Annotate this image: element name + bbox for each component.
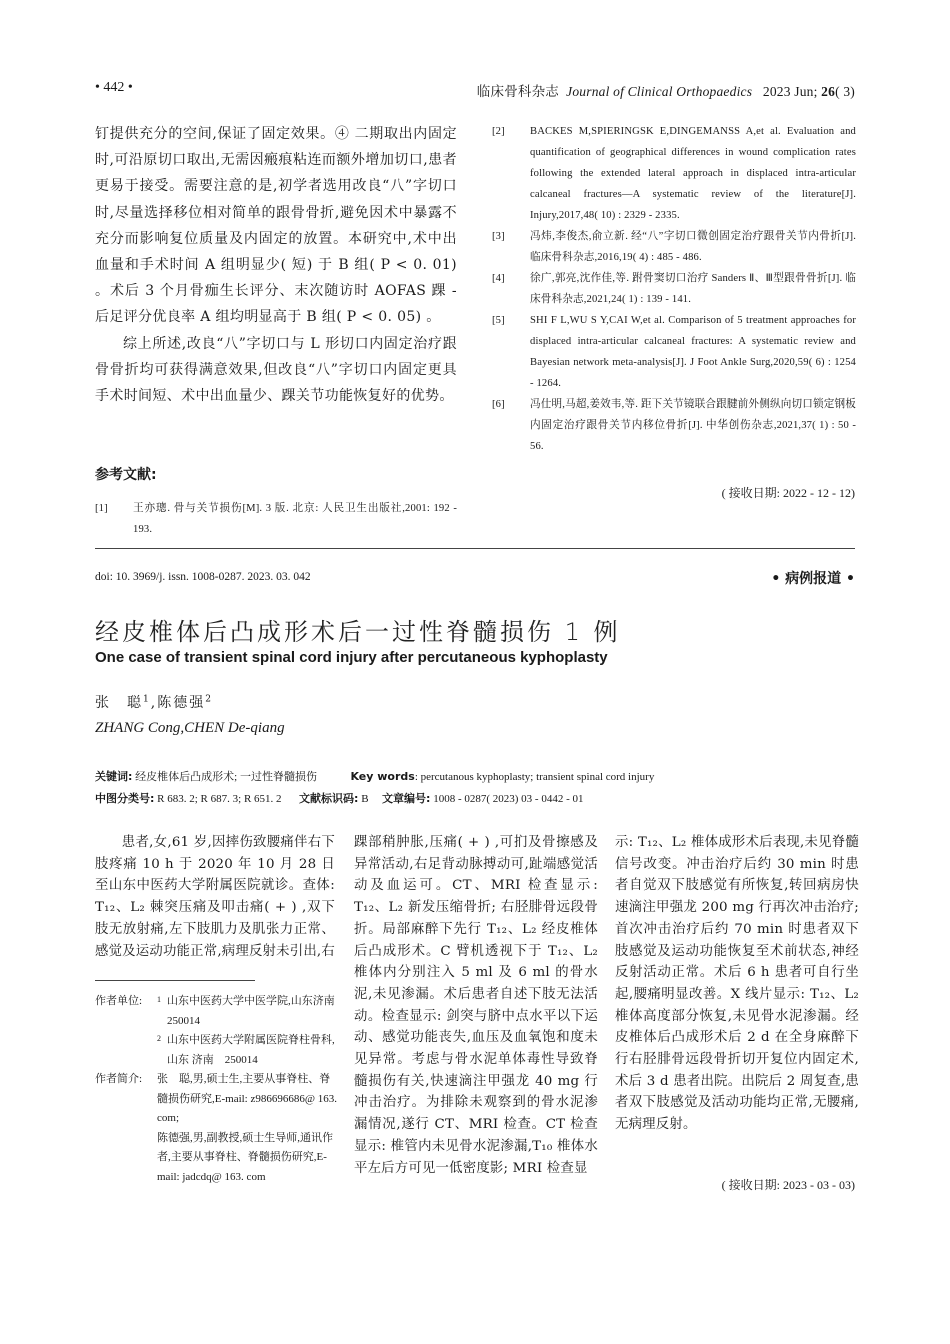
reference-item bbox=[492, 268, 856, 310]
case-paragraph-part-1: 患者,女,61 岁,因摔伤致腰痛伴右下肢疼痛 10 h 于 2020 年 10 月 28 日至山东中医药大学附属医院就诊。查体: T₁₂、L₂ 棘突压痛及叩击痛( + ) ,双下肢无放射痛,左下肢肌力及肌张力正常、感觉及运动功能正常,病理反射未引出,右 bbox=[95, 835, 335, 959]
keywords-cn: 经皮椎体后凸成形术; 一过性脊髓损伤 bbox=[132, 771, 317, 783]
body-column-3 bbox=[615, 832, 859, 1136]
keywords-line bbox=[95, 768, 855, 784]
reference-item bbox=[95, 498, 457, 540]
doc-code-label: 文献标识码: bbox=[299, 792, 359, 805]
reference-number: [3] bbox=[492, 231, 505, 242]
journal-name-cn: 临床骨科杂志 bbox=[476, 84, 559, 99]
title-en: One case of transient spinal cord injury after percutaneous kyphoplasty bbox=[95, 649, 608, 666]
article-no-value: 1008 - 0287( 2023) 03 - 0442 - 01 bbox=[430, 793, 584, 805]
affiliation-block bbox=[95, 992, 346, 1070]
reference-text: 徐广,郭亮,沈作佳,等. 跗骨窦切口治疗 Sanders Ⅱ、Ⅲ型跟骨骨折[J]. 临床骨科杂志,2021,24( 1) : 139 - 141. bbox=[530, 273, 856, 305]
bio-label: 作者简介: bbox=[95, 1073, 143, 1085]
affiliation-2-sup: 2 bbox=[157, 1034, 161, 1043]
reference-number: [6] bbox=[492, 399, 505, 410]
issue-prefix: 2023 Jun; bbox=[762, 84, 818, 99]
section-label: • 病例报道 • bbox=[771, 571, 855, 587]
doc-code-value: B bbox=[358, 793, 369, 805]
volume: 26 bbox=[821, 84, 836, 99]
reference-number: [5] bbox=[492, 315, 505, 326]
reference-item bbox=[492, 394, 856, 457]
affiliation-1 bbox=[157, 992, 346, 1031]
reference-number: [4] bbox=[492, 273, 505, 284]
affiliation-2-text: 山东中医药大学附属医院脊柱骨科,山东 济南 250014 bbox=[167, 1034, 335, 1066]
doi: doi: 10. 3969/j. issn. 1008-0287. 2023. 03. 042 bbox=[95, 571, 311, 583]
reference-item bbox=[492, 121, 856, 226]
reference-text: SHI F L,WU S Y,CAI W,et al. Comparison of 5 treatment approaches for displaced intra-articular calcaneal fractures: A systematic review and Bayesian network meta-analysis[J]. J Foot Ankle Surg,2020,59( 6) : 1254 - 1264. bbox=[530, 315, 856, 389]
reference-item bbox=[492, 226, 856, 268]
reference-text: BACKES M,SPIERINGSK E,DINGEMANSS A,et al. Evaluation and quantification of geographical differences in wound complication rates following the extended lateral approach in displaced intra-articular calcaneal fractures—A systematic review of the literature[J]. Injury,2017,48( 10) : 2329 - 2335. bbox=[530, 126, 856, 221]
classification-line bbox=[95, 790, 855, 806]
case-paragraph-part-3: 示: T₁₂、L₂ 椎体成形术后表现,未见脊髓信号改变。冲击治疗后约 30 min 时患者自觉双下肢感觉有所恢复,转回病房快速滴注甲强龙 200 mg 行再次冲击治疗; 首次冲击治疗后约 70 min 时患者双下肢感觉及运动功能恢复至术前状态,神经反射活动正常。术后 6 h 患者可自行坐起,腰痛明显改善。X 线片显示: T₁₂、L₂ 椎体高度部分恢复,未见骨水泥渗漏。经皮椎体后凸成形术后 2 d 在全身麻醉下行右胫腓骨远段骨折切开复位内固定术,术后 3 d 患者出院。出院后 2 周复查,患者双下肢感觉及活动功能均正常,无腰痛,无病理反射。 bbox=[615, 835, 859, 1133]
reference-number: [2] bbox=[492, 126, 505, 137]
affiliation-2 bbox=[157, 1031, 339, 1070]
body-column-2 bbox=[354, 832, 598, 1179]
article-no-label: 文章编号: bbox=[382, 792, 431, 805]
reference-text: 冯仕明,马超,姜效韦,等. 距下关节镜联合跟腱前外侧纵向切口锁定钢板内固定治疗跟骨关节内移位骨折[J]. 中华创伤杂志,2021,37( 1) : 50 - 56. bbox=[530, 399, 856, 452]
case-paragraph-part-2: 踝部稍肿胀,压痛( + ) ,可扪及骨擦感及异常活动,右足背动脉搏动可,趾端感觉活动及血运可。CT、MRI 检查显示: T₁₂、L₂ 新发压缩骨折; 右胫腓骨远段骨折。局部麻醉下先行 T₁₂、L₂ 经皮椎体后凸成形术。C 臂机透视下于 T₁₂、L₂ 椎体内分别注入 5 ml 及 6 ml 的骨水泥,未见渗漏。术后患者自述下肢无法活动。检查显示: 剑突与脐中点水平以下运动、感觉功能丧失,血压及血氧饱和度未见异常。考虑与骨水泥单体毒性导致脊髓损伤有关,快速滴注甲强龙 40 mg 行冲击治疗。为排除未观察到的骨水泥渗漏情况,遂行 CT、MRI 检查。CT 检查显示: 椎管内未见骨水泥渗漏,T₁₀ 椎体水平左后方可见一低密度影; MRI 检查显 bbox=[354, 835, 598, 1176]
authors-en: ZHANG Cong,CHEN De-qiang bbox=[95, 720, 285, 736]
authors-cn bbox=[95, 692, 213, 712]
affiliation-1-sup: 1 bbox=[157, 995, 161, 1004]
body-column-1 bbox=[95, 832, 335, 962]
references-right bbox=[492, 121, 856, 457]
reference-text: 王亦璁. 骨与关节损伤[M]. 3 版. 北京: 人民卫生出版社,2001: 192 - 193. bbox=[133, 503, 457, 535]
footnote-rule bbox=[95, 980, 255, 981]
bio-block bbox=[95, 1070, 339, 1187]
prev-article-body bbox=[95, 121, 457, 409]
reference-item bbox=[492, 310, 856, 394]
keywords-en: : percutanous kyphoplasty; transient spinal cord injury bbox=[414, 771, 655, 783]
affiliation-1-text: 山东中医药大学中医学院,山东济南 250014 bbox=[167, 995, 346, 1027]
author-1-affil: 1 bbox=[143, 694, 151, 705]
references-left bbox=[95, 498, 457, 540]
affiliation-label: 作者单位: bbox=[95, 995, 143, 1007]
prev-received-date: ( 接收日期: 2022 - 12 - 12) bbox=[721, 486, 855, 500]
received-date: ( 接收日期: 2023 - 03 - 03) bbox=[721, 1178, 855, 1192]
author-2-affil: 2 bbox=[205, 694, 214, 705]
journal-name-en: Journal of Clinical Orthopaedics bbox=[566, 84, 753, 99]
journal-citation bbox=[477, 80, 855, 100]
keywords-en-label: Key words bbox=[350, 770, 415, 783]
reference-number: [1] bbox=[95, 503, 108, 514]
article-divider bbox=[95, 548, 855, 549]
bio-2: 陈德强,男,副教授,硕士生导师,通讯作者,主要从事脊柱、脊髓损伤研究,E-mail: jadcdq@ 163. com bbox=[157, 1131, 333, 1183]
bio-1: 张 聪,男,硕士生,主要从事脊柱、脊髓损伤研究,E-mail: z986696686@ 163. com; bbox=[157, 1073, 338, 1124]
author-footnote bbox=[95, 992, 346, 1187]
running-header bbox=[95, 80, 855, 102]
references-heading: 参考文献: bbox=[95, 467, 157, 483]
page-number: • 442 • bbox=[95, 80, 133, 95]
reference-text: 冯炜,李俊杰,俞立新. 经“八”字切口微创固定治疗跟骨关节内骨折[J]. 临床骨科杂志,2016,19( 4) : 485 - 486. bbox=[530, 231, 856, 263]
clc-label: 中图分类号: bbox=[95, 792, 155, 805]
issue-suffix: ( 3) bbox=[835, 84, 855, 99]
author-2-cn: ,陈德强 bbox=[150, 695, 206, 711]
prev-paragraph-2: 综上所述,改良“八”字切口与 L 形切口内固定治疗跟骨骨折均可获得满意效果,但改良“八”字切口内固定更具手术时间短、术中出血量少、踝关节功能恢复好的优势。 bbox=[95, 335, 457, 405]
prev-paragraph-1: 钉提供充分的空间,保证了固定效果。④ 二期取出内固定时,可沿原切口取出,无需因瘢痕粘连而额外增加切口,患者更易于接受。需要注意的是,初学者选用改良“八”字切口时,尽量选择移位相对简单的跟骨骨折,避免因术中暴露不充分而影响复位质量及内固定的放置。本研究中,术中出血量和手术时间 A 组明显少( 短) 于 B 组( P < 0. 01) 。术后 3 个月骨痂生长评分、末次随访时 AOFAS 踝 - 后足评分优良率 A 组均明显高于 B 组( P < 0. 05) 。 bbox=[95, 126, 457, 326]
clc-value: R 683. 2; R 687. 3; R 651. 2 bbox=[154, 793, 282, 805]
keywords-cn-label: 关键词: bbox=[95, 770, 133, 783]
title-cn: 经皮椎体后凸成形术后一过性脊髓损伤 1 例 bbox=[95, 618, 621, 646]
author-1-cn: 张 聪 bbox=[95, 695, 143, 711]
